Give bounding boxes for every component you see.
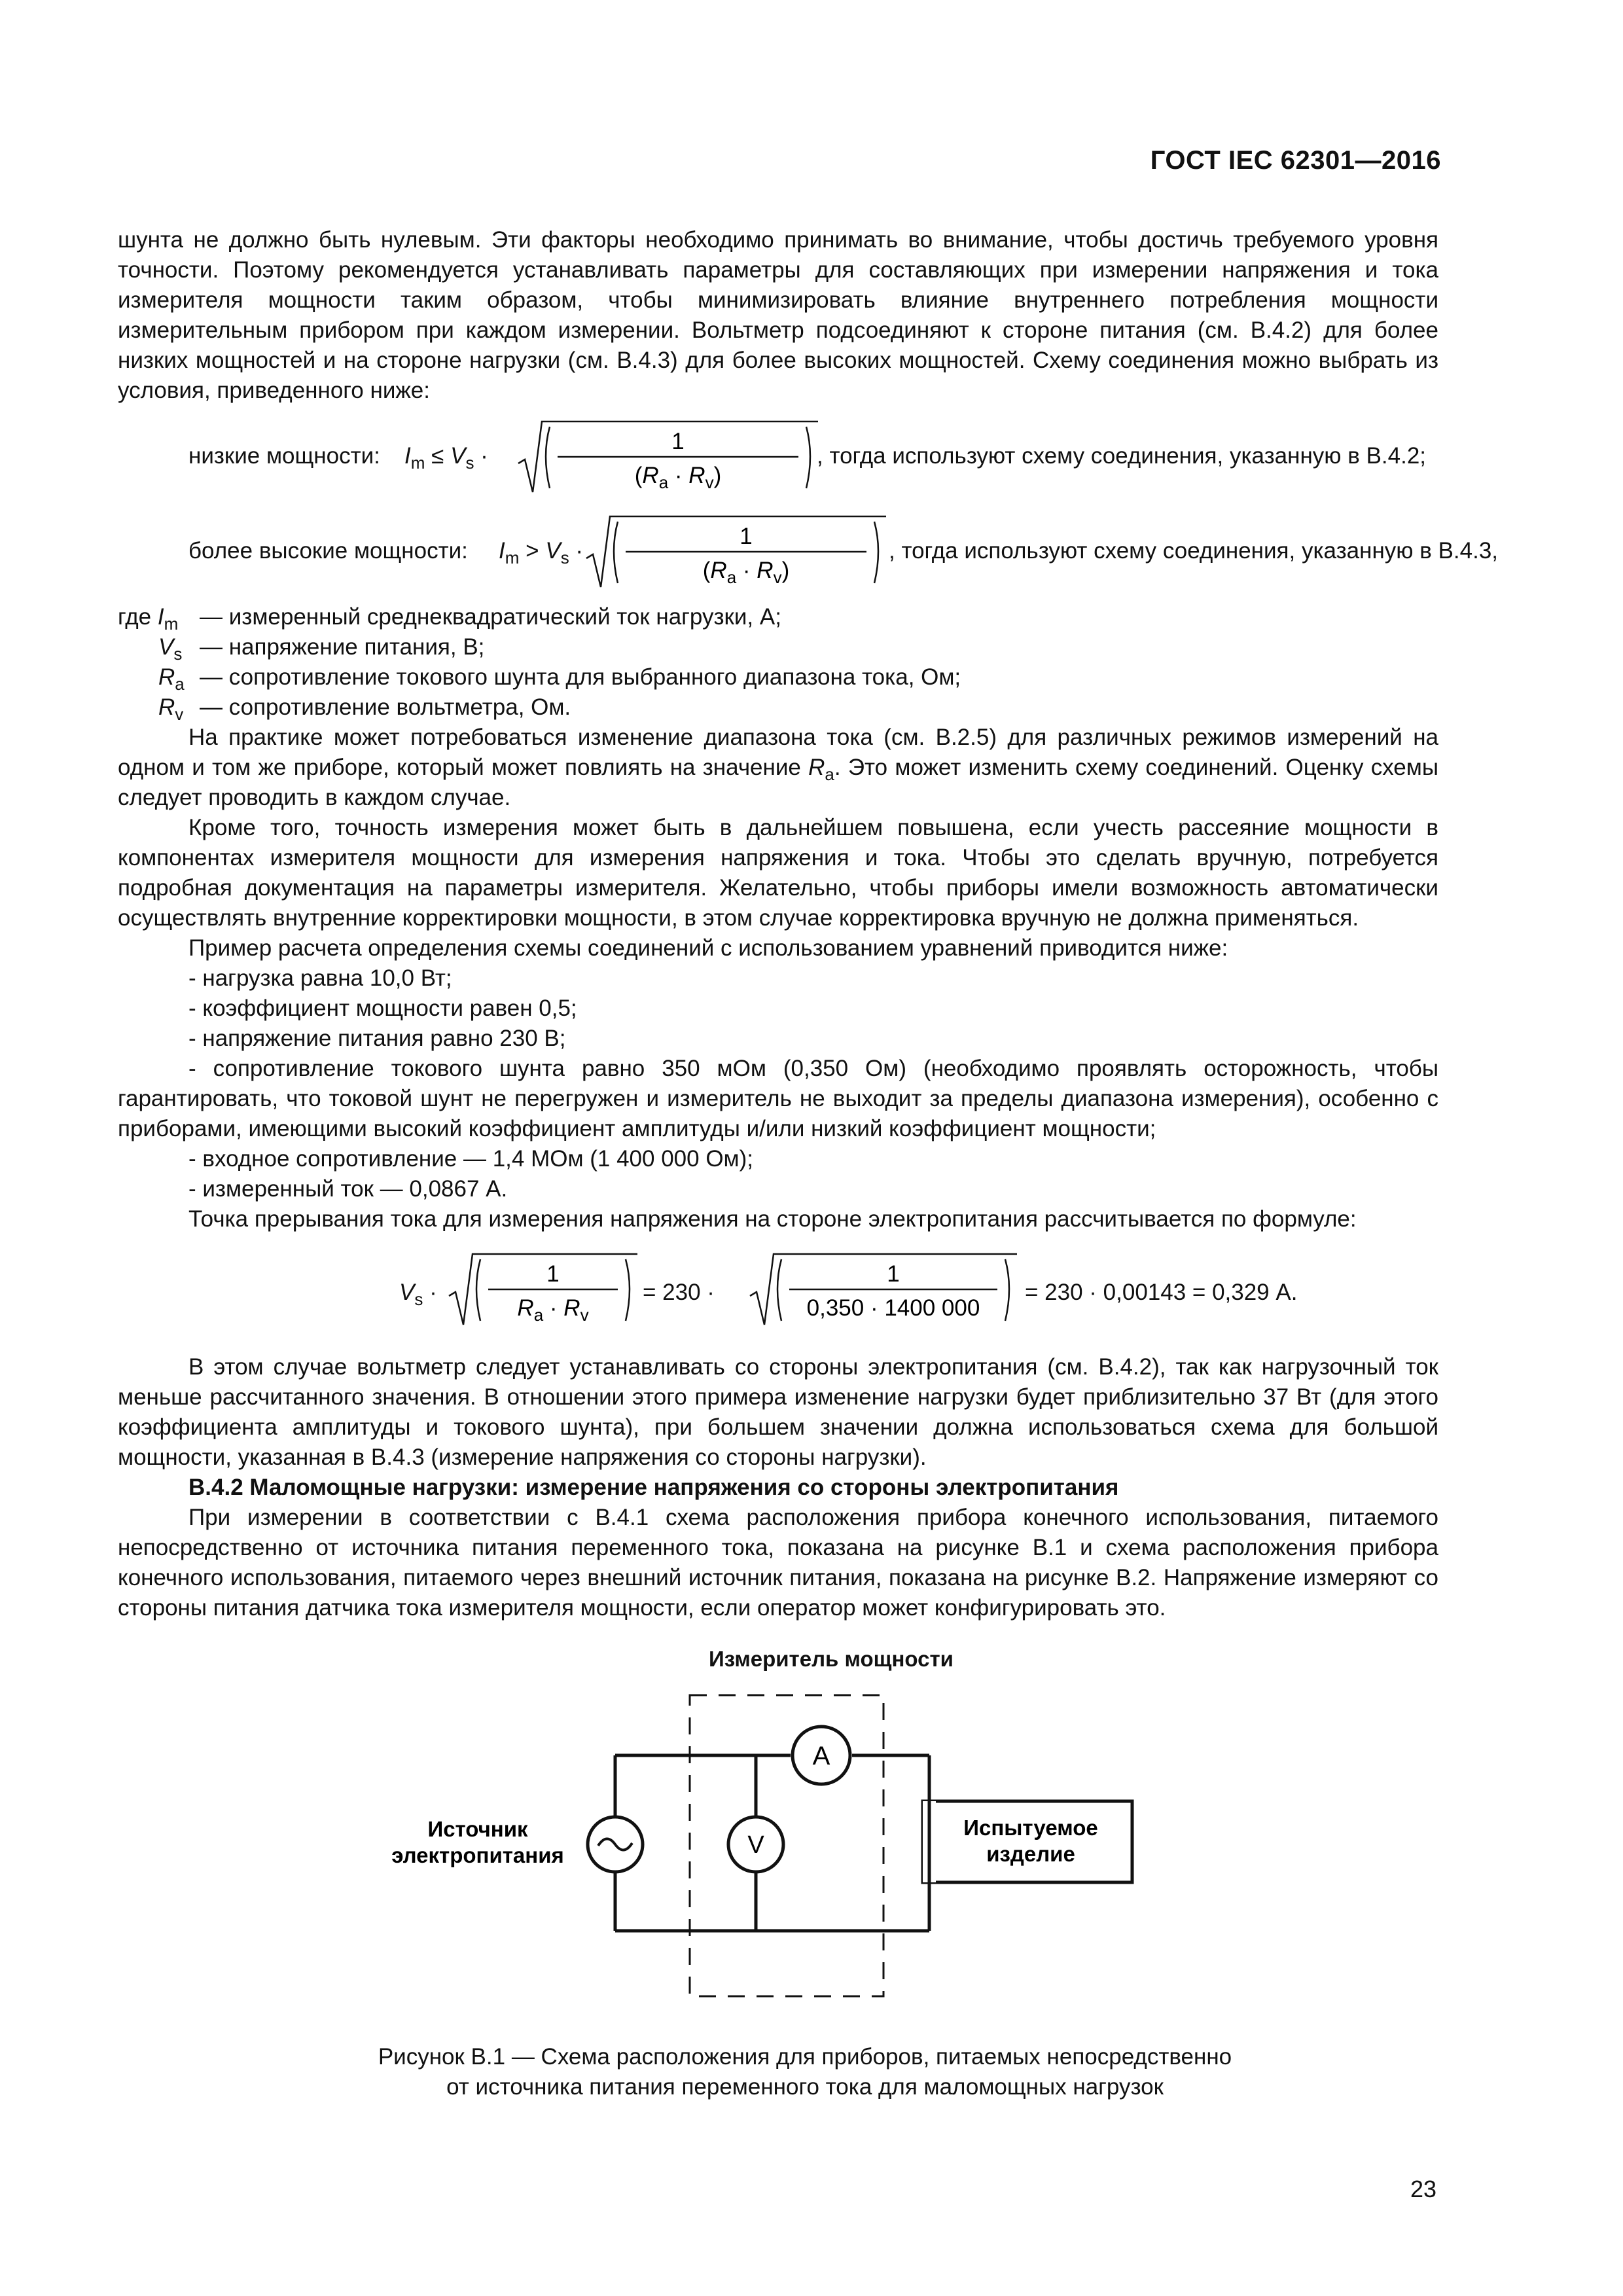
breakpoint-paragraph: Точка прерывания тока для измерения напряжения на стороне электропитания рассчитывается по формуле: [188,1206,1357,1232]
formula-high-suffix: , тогда используют схему соединения, указанную в В.4.3, [889,538,1499,564]
formula-high-numerator: 1 [740,524,753,549]
formula-high-rhs-var: V [545,538,561,564]
legend-sub: m [164,614,179,634]
calc-radical-2 [747,1251,1022,1330]
legend-sub: s [173,644,183,664]
legend-var: R [158,694,175,720]
calc-lhs: $V_s$ · [399,1280,437,1309]
source-label-2: электропитания [391,1843,564,1867]
legend-text: — измеренный среднеквадратический ток нагрузки, А; [200,604,781,630]
calc-den-1: $R_a \cdot R_v$ [517,1295,589,1325]
list-item: - сопротивление токового шунта равно 350 мОм (0,350 Ом) (необходимо проявлять осторожность, чтобы гарантировать, что токовой шунт не перегружен и измеритель не выходит за пределы диапазона измерения), особенно с приборами, имеющими высокий коэффициент амплитуды и/или низкий коэффициент мощности; [118,1056,1438,1141]
formula-low-suffix: , тогда используют схему соединения, указанную в В.4.2; [817,443,1427,469]
source-label-1: Источник [427,1817,528,1841]
legend-text: — сопротивление вольтметра, Ом. [200,694,571,720]
formula-low-denominator: $(R_a \cdot R_v)$ [634,463,722,492]
legend-text: — сопротивление токового шунта для выбранного диапазона тока, Ом; [200,664,961,690]
figure-caption-line-1: Рисунок В.1 — Схема расположения для приборов, питаемых непосредственно [378,2044,1232,2070]
list-item: - коэффициент мощности равен 0,5; [188,996,577,1021]
formula-low-op: ≤ [431,443,444,469]
formula-low-lhs-var: I [404,443,411,469]
legend-row-im [118,602,781,634]
ammeter-label: A [812,1742,830,1770]
practice-text-a: На практике может потребоваться изменение диапазона тока (см. В.2.5) для различных режимов измерений на одном и том же приборе, который может повлиять на значение [118,725,1438,780]
legend-sub: a [175,674,185,694]
calc-radical-1 [446,1251,643,1330]
calc-den-2: 0,350 · 1400 000 [806,1295,980,1321]
practice-text-b: . Это может изменить схему соединений. Оценку схемы следует проводить в каждом случае. [118,755,1438,810]
legend-text: — напряжение питания, В; [200,634,485,660]
list-item: - нагрузка равна 10,0 Вт; [188,965,452,991]
section-text: При измерении в соответствии с В.4.1 схема расположения прибора конечного использования, питаемого непосредственно от источника питания переменного тока, показана на рисунке В.1 и схема расположения прибора конечного использования, питаемого через внешний источник питания, показана на рисунке В.2. Напряжение измеряют со стороны питания датчика тока измерителя мощности, если оператор может конфигурировать это. [118,1505,1438,1621]
document-id-header: ГОСТ IEC 62301—2016 [1150,146,1441,175]
list-item: - напряжение питания равно 230 В; [188,1026,566,1051]
legend-lead: где [118,604,152,630]
formula-low-prefix: низкие мощности: [188,443,380,469]
legend-sub: v [175,704,184,724]
list-item: - измеренный ток — 0,0867 А. [188,1176,508,1202]
legend-row-rv [118,692,571,724]
result-paragraph [118,1352,1438,1473]
formula-low-rhs-sub: s [465,453,474,473]
meter-boundary [690,1695,883,1996]
calc-num-1: 1 [546,1261,560,1287]
legend-row-ra [118,662,961,694]
calc-num-2: 1 [887,1261,900,1287]
section-heading: В.4.2 Маломощные нагрузки: измерение напряжения со стороны электропитания [188,1475,1119,1500]
legend-row-vs [118,632,485,664]
practice-sub: a [825,764,834,784]
formula-high-lhs-var: I [499,538,505,564]
formula-low-rhs-var: V [450,443,466,469]
formula-high-lhs: $I_m > V_s$ · [499,538,584,567]
dut-label-2: изделие [986,1842,1075,1866]
practice-var: R [808,755,825,780]
section-paragraph [118,1503,1438,1623]
formula-high-lhs-sub: m [505,548,520,567]
figure-title: Измеритель мощности [709,1647,954,1671]
example-block [118,933,1438,1234]
formula-high-radical [584,514,891,592]
example-intro: Пример расчета определения схемы соединений с использованием уравнений приводится ниже: [188,935,1228,961]
intro-paragraph [118,225,1438,406]
practice-paragraph [118,723,1438,813]
dut-label-1: Испытуемое [963,1816,1098,1840]
calc-lhs-var: V [399,1280,415,1305]
figure-caption-line-2: от источника питания переменного тока для маломощных нагрузок [446,2074,1164,2100]
list-item: - входное сопротивление — 1,4 МОм (1 400 000 Ом); [188,1146,754,1172]
accuracy-text: Кроме того, точность измерения может быть в дальнейшем повышена, если учесть рассеяние мощности в компонентах измерителя мощности для измерения напряжения и тока. Чтобы это сделать вручную, потребуется подробная документация на параметры измерителя. Желательно, чтобы приборы имели возможность автоматически осуществлять внутренние корректировки мощности, в этом случае корректировка вручную не должна применяться. [118,815,1438,931]
calc-eq-1: = 230 · [643,1280,715,1305]
legend-var: I [157,604,164,630]
calc-lhs-sub: s [414,1289,423,1309]
formula-high-prefix: более высокие мощности: [188,538,468,564]
section-heading-block [118,1473,1438,1503]
practice-text [118,723,1438,813]
formula-low-numerator: 1 [671,429,685,454]
formula-high-rhs-sub: s [560,548,569,567]
voltmeter-label: V [747,1831,764,1859]
formula-low-lhs-sub: m [410,453,425,473]
accuracy-paragraph [118,813,1438,933]
intro-text: шунта не должно быть нулевым. Эти факторы необходимо принимать во внимание, чтобы достичь требуемого уровня точности. Поэтому рекомендуется устанавливать параметры для составляющих при измерении напряжения и тока измерителя мощности таким образом, чтобы минимизировать влияние внутреннего потребления мощности измерительным прибором при каждом измерении. Вольтметр подсоединяют к стороне питания (см. В.4.2) для более низких мощностей и на стороне нагрузки (см. В.4.3) для более высоких мощностей. Схему соединения можно выбрать из условия, приведенного ниже: [118,227,1438,403]
legend-var: R [158,664,175,690]
result-text: В этом случае вольтметр следует устанавливать со стороны электропитания (см. В.4.2), так как нагрузочный ток меньше рассчитанного значения. В отношении этого примера изменение нагрузки будет приблизительно 37 Вт (для этого коэффициента амплитуды и токового шунта), при большем значении должна использоваться схема для большой мощности, указанная в В.4.3 (измерение напряжения со стороны нагрузки). [118,1354,1438,1470]
calc-eq-2: = 230 · 0,00143 = 0,329 А. [1025,1280,1298,1305]
formula-low-radical [516,419,823,497]
figure-caption [118,2042,1492,2102]
circuit-diagram [366,1682,1348,2022]
page-number: 23 [1410,2176,1436,2202]
variables-legend [118,602,961,724]
formula-high-op: > [526,538,539,564]
formula-high-denominator: $(R_a \cdot R_v)$ [702,558,790,587]
legend-var: V [158,634,174,660]
formula-low-lhs: $I_m \le V_s$ · [404,443,488,473]
